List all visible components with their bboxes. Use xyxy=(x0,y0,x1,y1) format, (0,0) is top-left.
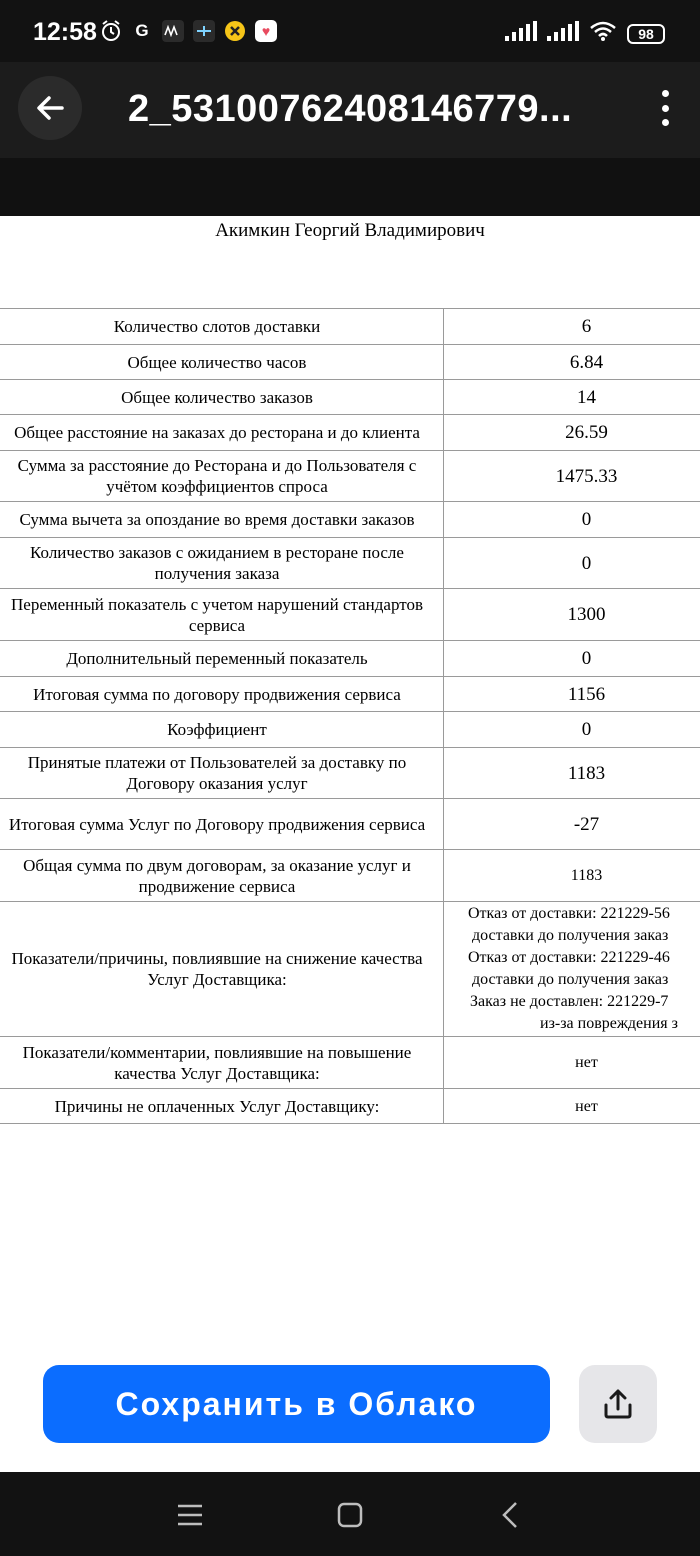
row-value: 1300 xyxy=(444,589,700,641)
reason-line: доставки до получения заказ xyxy=(472,971,669,988)
table-row xyxy=(0,451,700,502)
row-value: 1183 xyxy=(444,748,700,799)
status-time: 12:58 xyxy=(33,18,97,46)
row-value: 14 xyxy=(444,380,700,415)
wifi-icon xyxy=(589,20,617,47)
cross-icon xyxy=(224,20,246,42)
g-icon: G xyxy=(135,21,149,40)
app-icon xyxy=(193,20,215,42)
document-title: 2_5310076240814677​9... xyxy=(128,88,573,130)
row-label: Показатели/причины, повлиявшие на снижение качества Услуг Доставщика: xyxy=(0,902,444,1037)
back-nav-icon[interactable] xyxy=(493,1498,527,1532)
table-row xyxy=(0,799,700,850)
heart-icon: ♥ xyxy=(255,20,277,42)
table-row xyxy=(0,641,700,677)
table-row xyxy=(0,309,700,345)
signal-icon xyxy=(505,21,537,46)
row-value: 26.59 xyxy=(444,415,700,451)
table-row xyxy=(0,589,700,641)
table-row xyxy=(0,712,700,748)
more-options-icon[interactable] xyxy=(660,90,670,126)
row-value: 1475.33 xyxy=(444,451,700,502)
row-label: Общее количество часов xyxy=(0,345,444,380)
row-value: 1156 xyxy=(444,677,700,712)
reason-line: Отказ от доставки: 221229-46 xyxy=(468,949,670,966)
table-row xyxy=(0,850,700,902)
document-viewer[interactable] xyxy=(0,216,700,1472)
row-label: Сумма вычета за опоздание во время доставки заказов xyxy=(0,502,444,538)
reason-line: Отказ от доставки: 221229-56 xyxy=(468,905,670,922)
row-label: Общая сумма по двум договорам, за оказание услуг и продвижение сервиса xyxy=(0,850,444,902)
row-label: Причины не оплаченных Услуг Доставщику: xyxy=(0,1089,444,1124)
row-value: 6.84 xyxy=(444,345,700,380)
row-value: -27 xyxy=(444,799,700,850)
share-button[interactable] xyxy=(579,1365,657,1443)
back-button[interactable] xyxy=(18,76,82,140)
row-value: нет xyxy=(444,1089,700,1124)
reason-line: Заказ не доставлен: 221229-7 xyxy=(470,993,669,1010)
row-label: Дополнительный переменный показатель xyxy=(0,641,444,677)
table-row xyxy=(0,538,700,589)
alarm-icon xyxy=(100,20,122,42)
menu-icon[interactable] xyxy=(173,1498,207,1532)
toolbar-strip xyxy=(0,158,700,216)
row-label: Итоговая сумма Услуг по Договору продвижения сервиса xyxy=(0,799,444,850)
row-value: нет xyxy=(444,1037,700,1089)
system-nav-bar xyxy=(0,1472,700,1556)
row-label: Принятые платежи от Пользователей за доставку по Договору оказания услуг xyxy=(0,748,444,799)
status-bar xyxy=(0,0,700,62)
row-value: 1183 xyxy=(444,850,700,902)
row-label: Количество слотов доставки xyxy=(0,309,444,345)
share-icon xyxy=(601,1387,635,1421)
arrow-left-icon xyxy=(34,92,66,124)
row-value: 0 xyxy=(444,641,700,677)
reason-line: из-за повреждения з xyxy=(540,1015,678,1032)
table-row xyxy=(0,748,700,799)
row-value: 0 xyxy=(444,502,700,538)
status-icons-right xyxy=(505,20,665,47)
reasons-cell xyxy=(444,902,700,1037)
signal-icon xyxy=(547,21,579,46)
row-label: Коэффициент xyxy=(0,712,444,748)
table-row xyxy=(0,1037,700,1089)
person-name: Акимкин Георгий Владимирович xyxy=(215,220,485,241)
row-label: Сумма за расстояние до Ресторана и до Пользователя с учётом коэффициентов спроса xyxy=(0,451,444,502)
table-row xyxy=(0,902,700,1037)
row-value: 6 xyxy=(444,309,700,345)
row-value: 0 xyxy=(444,538,700,589)
table-row xyxy=(0,345,700,380)
status-icons-left xyxy=(100,20,277,42)
table-row xyxy=(0,677,700,712)
row-label: Общее количество заказов xyxy=(0,380,444,415)
row-label: Количество заказов с ожиданием в ресторане после получения заказа xyxy=(0,538,444,589)
row-label: Показатели/комментарии, повлиявшие на повышение качества Услуг Доставщика: xyxy=(0,1037,444,1089)
mi-icon xyxy=(162,20,184,42)
table-row xyxy=(0,380,700,415)
row-label: Переменный показатель с учетом нарушений стандартов сервиса xyxy=(0,589,444,641)
table-row xyxy=(0,415,700,451)
reason-line: доставки до получения заказ xyxy=(472,927,669,944)
report-table xyxy=(0,308,700,1124)
app-bar xyxy=(0,62,700,158)
row-value: 0 xyxy=(444,712,700,748)
battery-icon: 98 xyxy=(627,24,665,44)
row-label: Итоговая сумма по договору продвижения сервиса xyxy=(0,677,444,712)
row-label: Общее расстояние на заказах до ресторана и до клиента xyxy=(0,415,444,451)
save-to-cloud-button[interactable]: Сохранить в Облако xyxy=(43,1365,550,1443)
table-row xyxy=(0,1089,700,1124)
table-row xyxy=(0,502,700,538)
home-icon[interactable] xyxy=(333,1498,367,1532)
